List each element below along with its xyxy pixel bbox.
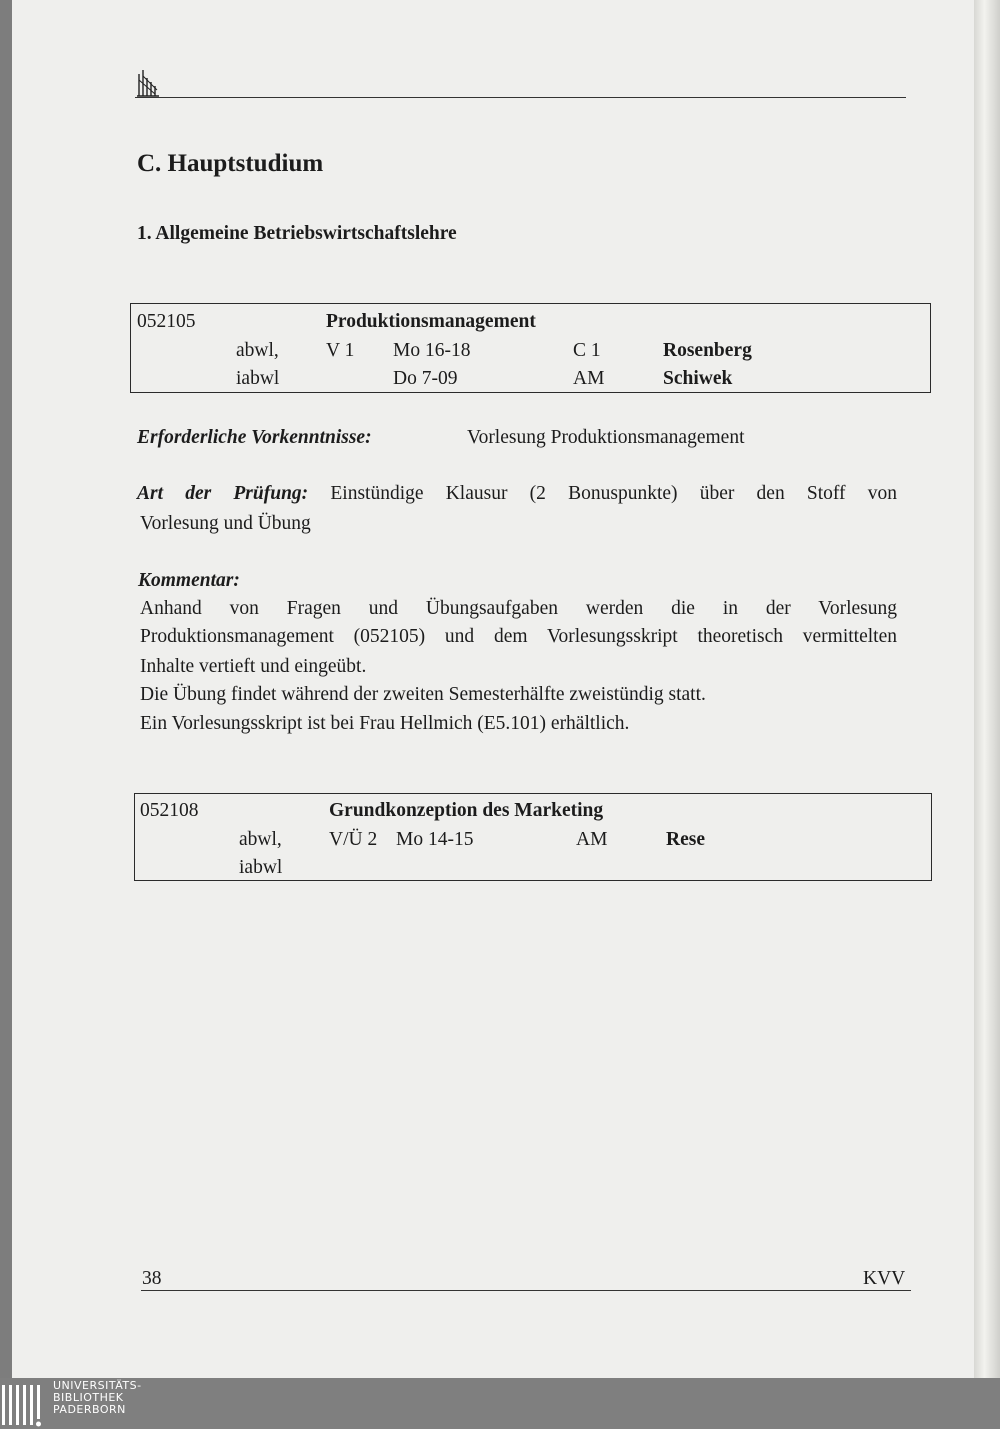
page-number: 38	[142, 1268, 162, 1289]
course-type: V/Ü 2	[329, 829, 378, 850]
course-number: 052105	[137, 311, 196, 332]
course-number: 052108	[140, 800, 199, 821]
comment-line: Produktionsmanagement (052105) und dem Vorlesungsskript theoretisch vermittelten	[140, 626, 897, 647]
comment-line: Anhand von Fragen und Übungsaufgaben werden die in der Vorlesung	[140, 598, 897, 619]
library-name-line: BIBLIOTHEK	[53, 1391, 124, 1404]
course-program: abwl,	[239, 829, 282, 850]
library-name	[53, 1380, 142, 1416]
comment-line: Inhalte vertieft und eingeübt.	[140, 656, 367, 677]
comment-label: Kommentar:	[138, 570, 240, 591]
course-room: AM	[576, 829, 608, 850]
comment-line: Die Übung findet während der zweiten Semesterhälfte zweistündig statt.	[140, 684, 706, 705]
footer-rule	[141, 1290, 911, 1291]
course-program: iabwl	[239, 857, 283, 878]
course-time: Mo 14-15	[396, 829, 474, 850]
comment-line: Ein Vorlesungsskript ist bei Frau Hellmich (E5.101) erhältlich.	[140, 713, 630, 734]
course-title: Produktionsmanagement	[326, 311, 536, 332]
publisher-logo-icon	[135, 68, 161, 98]
footer-label: KVV	[863, 1268, 906, 1289]
exam-label: Art der Prüfung:	[137, 483, 309, 504]
header-rule	[135, 97, 906, 98]
page-edge	[974, 0, 1000, 1378]
subsection-title: 1. Allgemeine Betriebswirtschaftslehre	[137, 223, 457, 244]
prerequisites-text: Vorlesung Produktionsmanagement	[467, 427, 745, 448]
course-room: AM	[573, 368, 605, 389]
course-time: Do 7-09	[393, 368, 458, 389]
course-program: iabwl	[236, 368, 280, 389]
exam-line-2: Vorlesung und Übung	[140, 513, 311, 534]
exam-line-1	[137, 483, 897, 505]
course-room: C 1	[573, 340, 601, 361]
course-lecturer: Rosenberg	[663, 340, 752, 361]
course-title: Grundkonzeption des Marketing	[329, 800, 604, 821]
course-lecturer: Schiwek	[663, 368, 733, 389]
library-name-line: UNIVERSITÄTS-	[53, 1379, 142, 1392]
library-logo-icon	[0, 1383, 46, 1429]
exam-text: Einstündige Klausur (2 Bonuspunkte) über den Stoff von	[330, 483, 897, 504]
course-lecturer: Rese	[666, 829, 705, 850]
library-name-line: PADERBORN	[53, 1403, 126, 1416]
course-type: V 1	[326, 340, 355, 361]
library-banner	[0, 1378, 1000, 1429]
course-program: abwl,	[236, 340, 279, 361]
prerequisites-label: Erforderliche Vorkenntnisse:	[137, 427, 372, 448]
section-title: C. Hauptstudium	[137, 150, 324, 177]
course-time: Mo 16-18	[393, 340, 471, 361]
